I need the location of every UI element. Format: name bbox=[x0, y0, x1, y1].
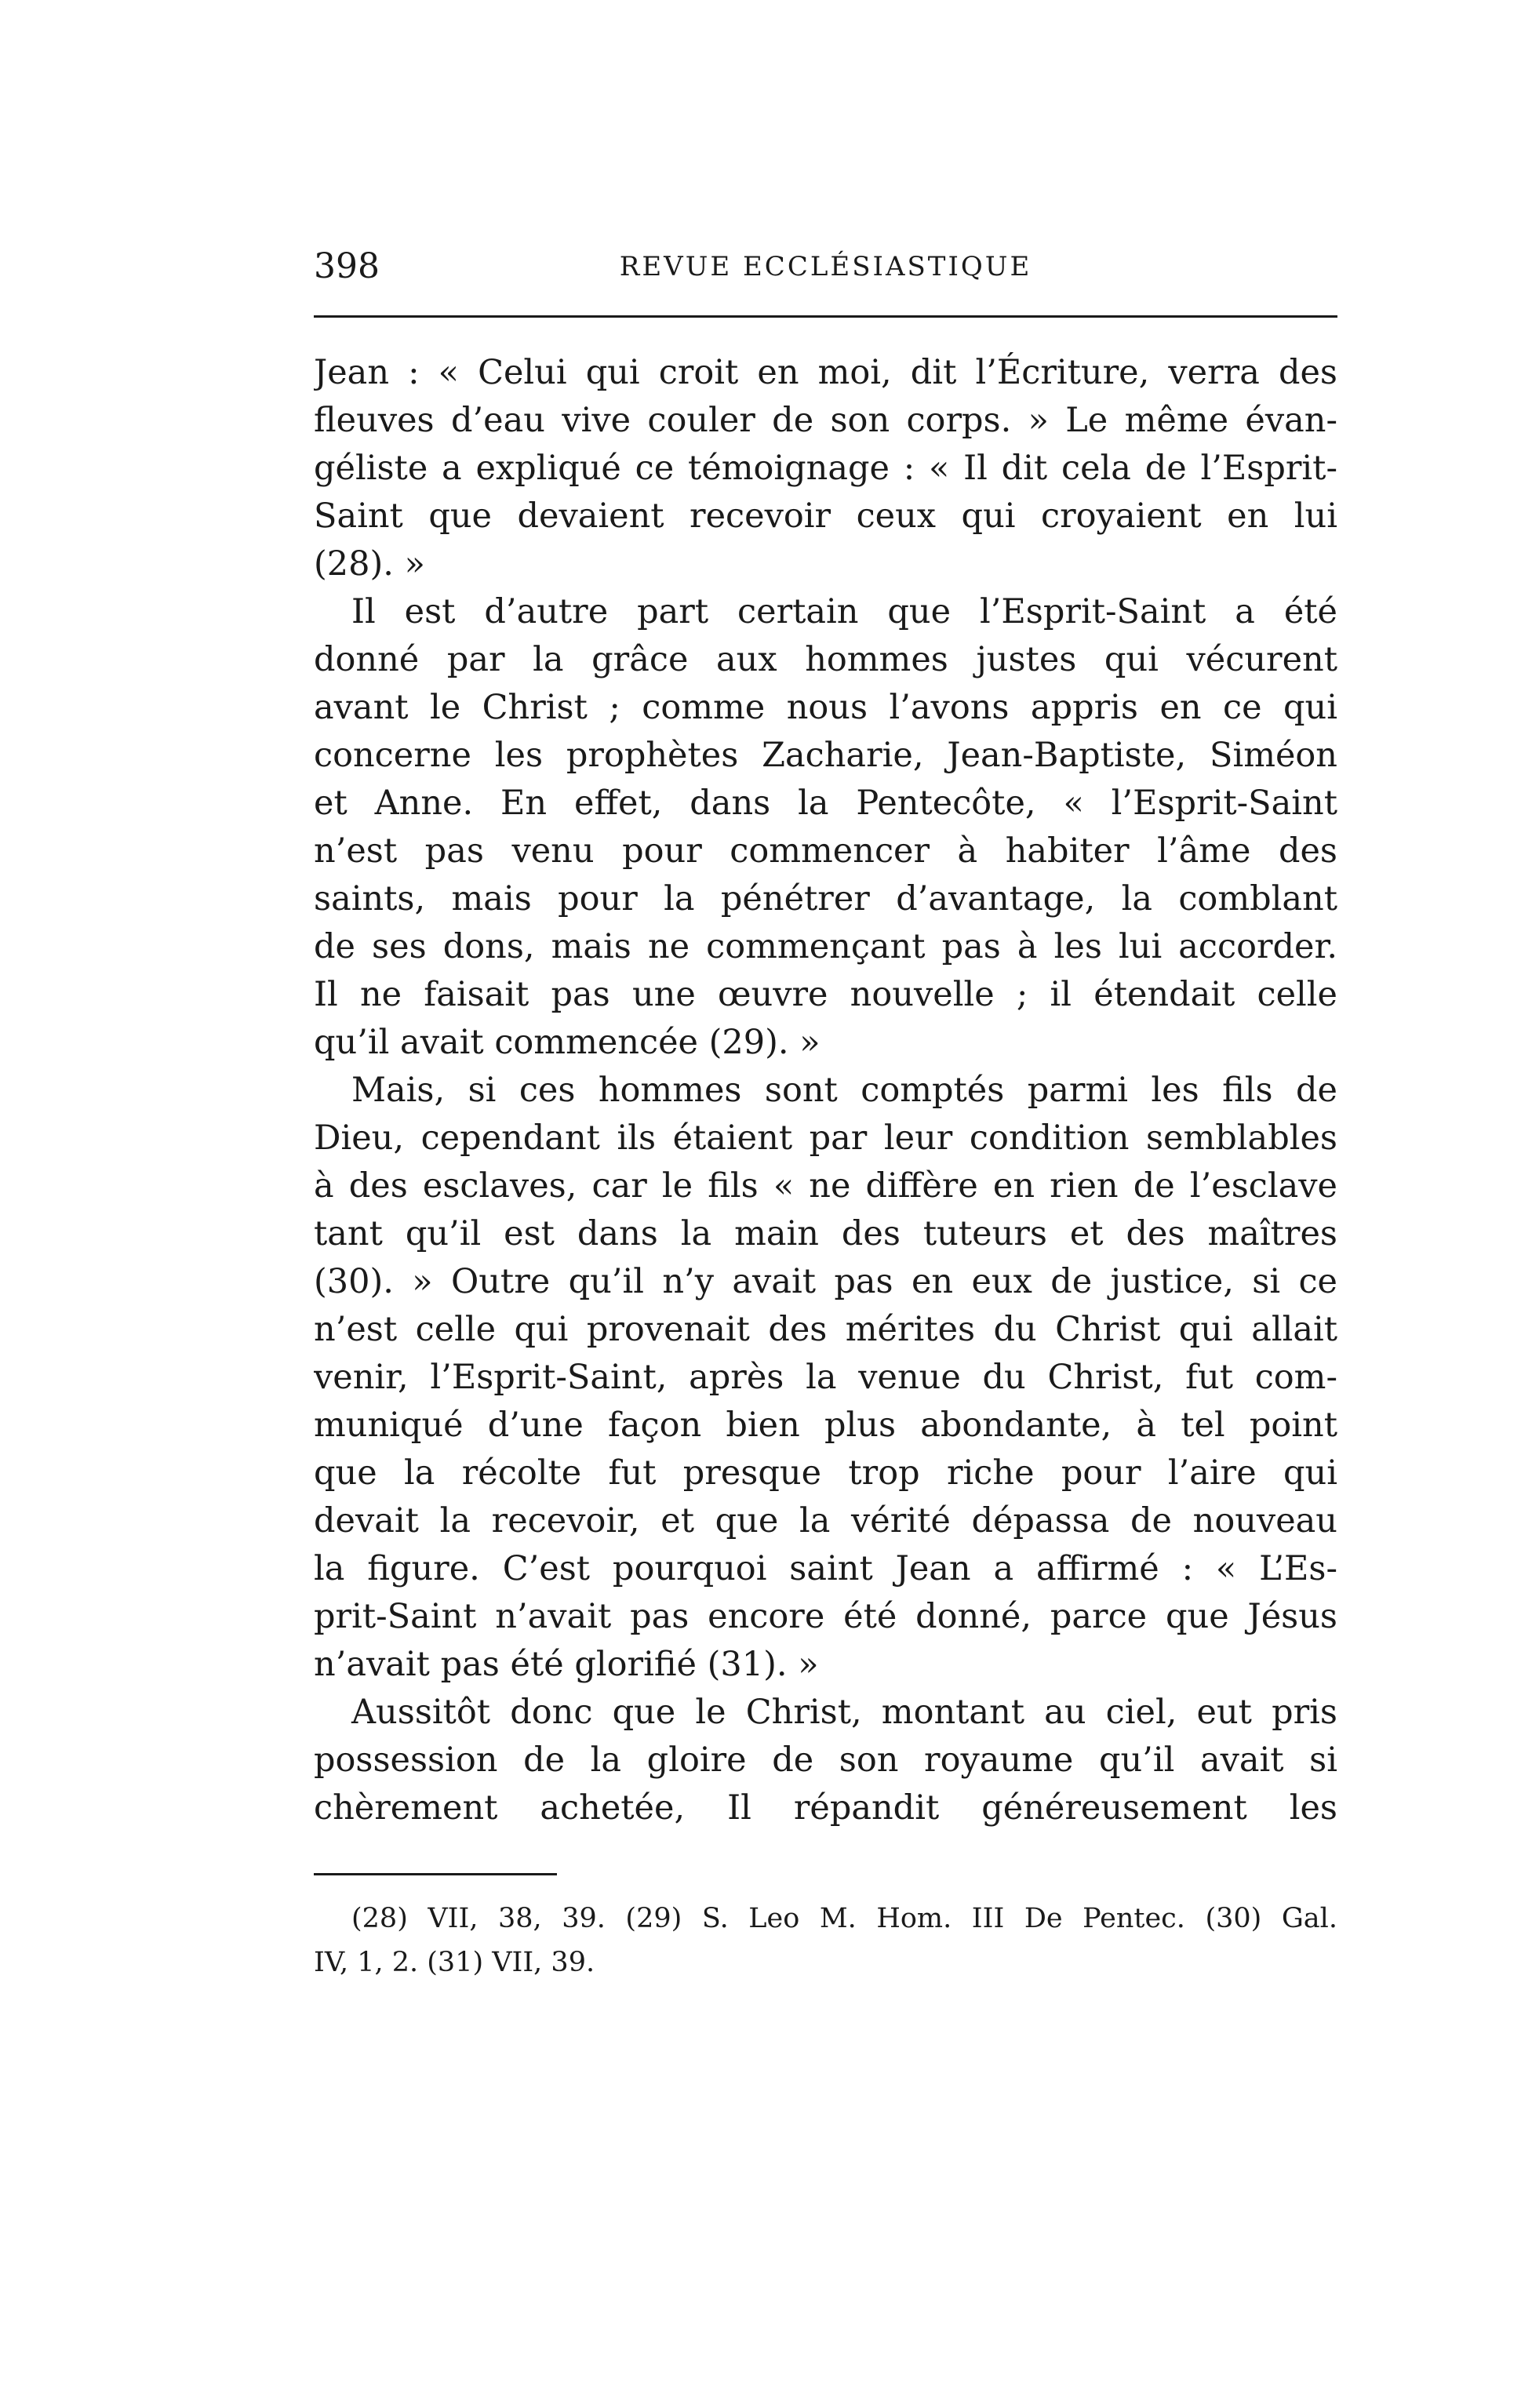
text-line: avant le Christ ; comme nous l’avons appris en ce qui bbox=[314, 688, 1337, 727]
text-line: fleuves d’eau vive couler de son corps. » Le même évan- bbox=[314, 401, 1337, 440]
text-line: Saint que devaient recevoir ceux qui croyaient en lui bbox=[314, 497, 1337, 536]
footnote-rule bbox=[314, 1873, 557, 1875]
footnote-line: IV, 1, 2. (31) VII, 39. bbox=[314, 1947, 595, 1978]
text-line: chèrement achetée, Il répandit généreusement les bbox=[314, 1788, 1337, 1828]
page-number: 398 bbox=[314, 246, 380, 286]
text-line: donné par la grâce aux hommes justes qui vécurent bbox=[314, 640, 1337, 679]
text-line: Il est d’autre part certain que l’Esprit-Saint a été bbox=[351, 592, 1337, 631]
text-line: qu’il avait commencée (29). » bbox=[314, 1023, 821, 1062]
text-line: n’est celle qui provenait des mérites du Christ qui allait bbox=[314, 1310, 1337, 1349]
text-line: et Anne. En effet, dans la Pentecôte, « l’Esprit-Saint bbox=[314, 784, 1337, 823]
text-line: Jean : « Celui qui croit en moi, dit l’Écriture, verra des bbox=[314, 353, 1337, 392]
text-line: Il ne faisait pas une œuvre nouvelle ; il étendait celle bbox=[314, 975, 1337, 1014]
text-line: de ses dons, mais ne commençant pas à les lui accorder. bbox=[314, 927, 1337, 966]
text-line: possession de la gloire de son royaume qu’il avait si bbox=[314, 1741, 1337, 1780]
text-line: muniqué d’une façon bien plus abondante, à tel point bbox=[314, 1406, 1337, 1445]
text-line: Mais, si ces hommes sont comptés parmi les fils de bbox=[351, 1071, 1337, 1110]
text-line: n’avait pas été glorifié (31). » bbox=[314, 1645, 819, 1684]
text-line: tant qu’il est dans la main des tuteurs et des maîtres bbox=[314, 1214, 1337, 1253]
text-line: devait la recevoir, et que la vérité dépassa de nouveau bbox=[314, 1501, 1337, 1540]
body-text bbox=[314, 349, 1337, 1832]
header-rule bbox=[314, 315, 1337, 318]
text-line: à des esclaves, car le fils « ne diffère en rien de l’esclave bbox=[314, 1166, 1337, 1206]
text-line: (28). » bbox=[314, 544, 425, 584]
running-title: REVUE ECCLÉSIASTIQUE bbox=[619, 251, 1032, 282]
footnotes bbox=[314, 1897, 1337, 1984]
text-line: saints, mais pour la pénétrer d’avantage, la comblant bbox=[314, 879, 1337, 918]
text-line: n’est pas venu pour commencer à habiter l’âme des bbox=[314, 831, 1337, 871]
text-line: Aussitôt donc que le Christ, montant au ciel, eut pris bbox=[351, 1693, 1337, 1732]
text-line: prit-Saint n’avait pas encore été donné, parce que Jésus bbox=[314, 1597, 1337, 1636]
page-header bbox=[314, 235, 1337, 298]
text-line: que la récolte fut presque trop riche pour l’aire qui bbox=[314, 1453, 1337, 1493]
text-line: venir, l’Esprit-Saint, après la venue du Christ, fut com- bbox=[314, 1358, 1337, 1397]
text-line: concerne les prophètes Zacharie, Jean-Baptiste, Siméon bbox=[314, 736, 1337, 775]
text-line: géliste a expliqué ce témoignage : « Il dit cela de l’Esprit- bbox=[314, 449, 1337, 488]
text-line: la figure. C’est pourquoi saint Jean a affirmé : « L’Es- bbox=[314, 1549, 1337, 1588]
text-line: (30). » Outre qu’il n’y avait pas en eux de justice, si ce bbox=[314, 1262, 1337, 1301]
text-line: Dieu, cependant ils étaient par leur condition semblables bbox=[314, 1119, 1337, 1158]
footnote-line: (28) VII, 38, 39. (29) S. Leo M. Hom. III De Pentec. (30) Gal. bbox=[351, 1903, 1337, 1934]
